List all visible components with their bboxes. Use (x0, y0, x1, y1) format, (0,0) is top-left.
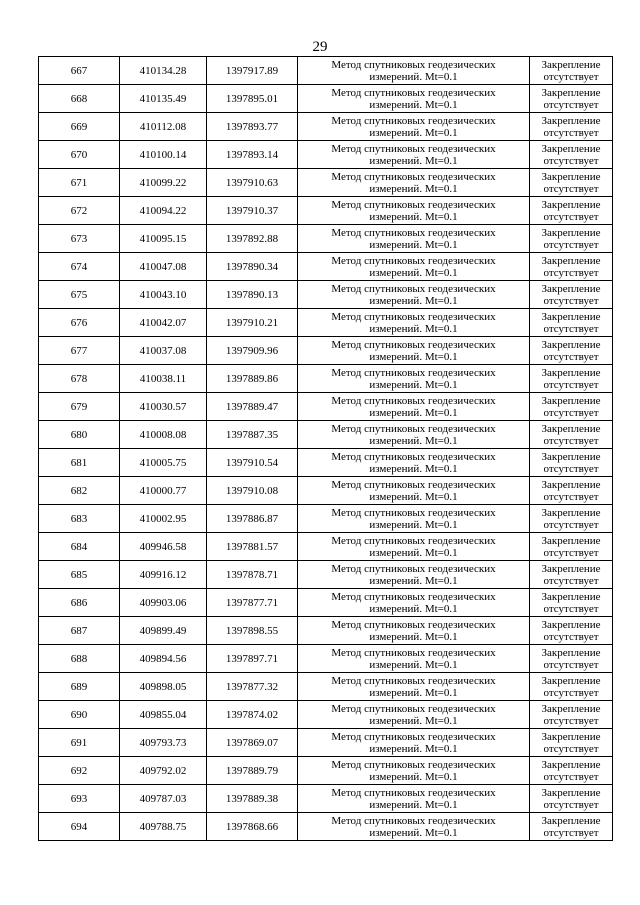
fixation-text: Закрепление (541, 646, 601, 659)
method-text: измерений. Mt=0.1 (369, 602, 458, 615)
fixation-cell (530, 617, 613, 645)
point-number-cell: 690 (39, 701, 120, 729)
fixation-text: отсутствует (543, 350, 599, 363)
fixation-text: Закрепление (541, 142, 601, 155)
y-coordinate-cell: 1397910.54 (207, 449, 298, 477)
method-text: измерений. Mt=0.1 (369, 462, 458, 475)
x-coordinate-cell: 410002.95 (120, 505, 207, 533)
fixation-cell (530, 365, 613, 393)
fixation-text: Закрепление (541, 170, 601, 183)
point-number-cell: 670 (39, 141, 120, 169)
fixation-cell (530, 253, 613, 281)
method-cell (298, 757, 530, 785)
method-text: измерений. Mt=0.1 (369, 266, 458, 279)
y-coordinate-cell: 1397877.32 (207, 673, 298, 701)
fixation-cell (530, 673, 613, 701)
method-cell (298, 617, 530, 645)
fixation-cell (530, 421, 613, 449)
fixation-cell (530, 85, 613, 113)
method-cell (298, 785, 530, 813)
method-text: Метод спутниковых геодезических (331, 814, 496, 827)
table-row (39, 141, 613, 169)
fixation-cell (530, 533, 613, 561)
method-text: Метод спутниковых геодезических (331, 534, 496, 547)
y-coordinate-cell: 1397868.66 (207, 813, 298, 841)
method-text: измерений. Mt=0.1 (369, 322, 458, 335)
method-text: Метод спутниковых геодезических (331, 282, 496, 295)
fixation-text: отсутствует (543, 658, 599, 671)
fixation-text: отсутствует (543, 798, 599, 811)
x-coordinate-cell: 409855.04 (120, 701, 207, 729)
fixation-cell (530, 57, 613, 85)
point-number-cell: 683 (39, 505, 120, 533)
fixation-text: отсутствует (543, 378, 599, 391)
fixation-cell (530, 449, 613, 477)
method-text: Метод спутниковых геодезических (331, 674, 496, 687)
fixation-text: Закрепление (541, 394, 601, 407)
x-coordinate-cell: 409898.05 (120, 673, 207, 701)
fixation-text: отсутствует (543, 742, 599, 755)
method-text: измерений. Mt=0.1 (369, 518, 458, 531)
method-text: Метод спутниковых геодезических (331, 394, 496, 407)
table-row (39, 701, 613, 729)
table-row (39, 85, 613, 113)
fixation-text: отсутствует (543, 126, 599, 139)
method-text: Метод спутниковых геодезических (331, 254, 496, 267)
x-coordinate-cell: 409788.75 (120, 813, 207, 841)
method-cell (298, 533, 530, 561)
method-text: измерений. Mt=0.1 (369, 154, 458, 167)
method-cell (298, 365, 530, 393)
table-row (39, 113, 613, 141)
fixation-cell (530, 337, 613, 365)
table-row (39, 449, 613, 477)
fixation-cell (530, 113, 613, 141)
method-text: Метод спутниковых геодезических (331, 590, 496, 603)
table-row (39, 225, 613, 253)
method-text: Метод спутниковых геодезических (331, 562, 496, 575)
x-coordinate-cell: 410134.28 (120, 57, 207, 85)
method-cell (298, 813, 530, 841)
table-row (39, 505, 613, 533)
x-coordinate-cell: 410100.14 (120, 141, 207, 169)
point-number-cell: 682 (39, 477, 120, 505)
fixation-text: Закрепление (541, 282, 601, 295)
point-number-cell: 669 (39, 113, 120, 141)
fixation-text: Закрепление (541, 758, 601, 771)
method-text: Метод спутниковых геодезических (331, 506, 496, 519)
fixation-text: Закрепление (541, 534, 601, 547)
method-text: Метод спутниковых геодезических (331, 114, 496, 127)
x-coordinate-cell: 410095.15 (120, 225, 207, 253)
fixation-text: отсутствует (543, 826, 599, 839)
table-row (39, 421, 613, 449)
method-cell (298, 57, 530, 85)
table-row (39, 253, 613, 281)
fixation-text: отсутствует (543, 182, 599, 195)
method-text: Метод спутниковых геодезических (331, 758, 496, 771)
fixation-text: отсутствует (543, 546, 599, 559)
table-row (39, 785, 613, 813)
fixation-cell (530, 281, 613, 309)
x-coordinate-cell: 409899.49 (120, 617, 207, 645)
y-coordinate-cell: 1397877.71 (207, 589, 298, 617)
point-number-cell: 678 (39, 365, 120, 393)
method-text: Метод спутниковых геодезических (331, 730, 496, 743)
fixation-text: Закрепление (541, 450, 601, 463)
y-coordinate-cell: 1397889.79 (207, 757, 298, 785)
fixation-text: Закрепление (541, 674, 601, 687)
y-coordinate-cell: 1397910.21 (207, 309, 298, 337)
fixation-cell (530, 813, 613, 841)
fixation-text: Закрепление (541, 198, 601, 211)
table-row (39, 393, 613, 421)
fixation-text: Закрепление (541, 254, 601, 267)
point-number-cell: 685 (39, 561, 120, 589)
point-number-cell: 671 (39, 169, 120, 197)
point-number-cell: 667 (39, 57, 120, 85)
method-text: измерений. Mt=0.1 (369, 714, 458, 727)
fixation-text: отсутствует (543, 574, 599, 587)
table-row (39, 337, 613, 365)
fixation-text: отсутствует (543, 70, 599, 83)
method-cell (298, 141, 530, 169)
fixation-text: Закрепление (541, 86, 601, 99)
table-row (39, 281, 613, 309)
y-coordinate-cell: 1397890.34 (207, 253, 298, 281)
fixation-text: отсутствует (543, 238, 599, 251)
fixation-text: отсутствует (543, 462, 599, 475)
y-coordinate-cell: 1397887.35 (207, 421, 298, 449)
fixation-text: отсутствует (543, 686, 599, 699)
point-number-cell: 689 (39, 673, 120, 701)
x-coordinate-cell: 410047.08 (120, 253, 207, 281)
y-coordinate-cell: 1397869.07 (207, 729, 298, 757)
method-cell (298, 701, 530, 729)
fixation-text: отсутствует (543, 490, 599, 503)
point-number-cell: 691 (39, 729, 120, 757)
point-number-cell: 674 (39, 253, 120, 281)
point-number-cell: 692 (39, 757, 120, 785)
y-coordinate-cell: 1397881.57 (207, 533, 298, 561)
method-text: измерений. Mt=0.1 (369, 742, 458, 755)
fixation-text: отсутствует (543, 294, 599, 307)
point-number-cell: 679 (39, 393, 120, 421)
method-text: измерений. Mt=0.1 (369, 798, 458, 811)
method-text: измерений. Mt=0.1 (369, 238, 458, 251)
fixation-text: Закрепление (541, 478, 601, 491)
fixation-cell (530, 561, 613, 589)
fixation-text: отсутствует (543, 602, 599, 615)
method-cell (298, 589, 530, 617)
x-coordinate-cell: 409916.12 (120, 561, 207, 589)
fixation-text: отсутствует (543, 714, 599, 727)
method-cell (298, 85, 530, 113)
table-row (39, 309, 613, 337)
method-cell (298, 393, 530, 421)
x-coordinate-cell: 409903.06 (120, 589, 207, 617)
coordinates-table-body (39, 57, 613, 841)
method-text: Метод спутниковых геодезических (331, 58, 496, 71)
method-text: Метод спутниковых геодезических (331, 422, 496, 435)
method-text: измерений. Mt=0.1 (369, 490, 458, 503)
method-text: измерений. Mt=0.1 (369, 630, 458, 643)
fixation-text: отсутствует (543, 770, 599, 783)
method-text: измерений. Mt=0.1 (369, 434, 458, 447)
method-cell (298, 561, 530, 589)
x-coordinate-cell: 410112.08 (120, 113, 207, 141)
y-coordinate-cell: 1397910.63 (207, 169, 298, 197)
point-number-cell: 680 (39, 421, 120, 449)
x-coordinate-cell: 409787.03 (120, 785, 207, 813)
method-text: измерений. Mt=0.1 (369, 70, 458, 83)
x-coordinate-cell: 410030.57 (120, 393, 207, 421)
point-number-cell: 672 (39, 197, 120, 225)
table-row (39, 561, 613, 589)
fixation-text: Закрепление (541, 114, 601, 127)
method-cell (298, 477, 530, 505)
table-row (39, 729, 613, 757)
method-cell (298, 225, 530, 253)
method-text: Метод спутниковых геодезических (331, 226, 496, 239)
fixation-text: отсутствует (543, 210, 599, 223)
x-coordinate-cell: 409792.02 (120, 757, 207, 785)
method-text: Метод спутниковых геодезических (331, 142, 496, 155)
fixation-cell (530, 757, 613, 785)
method-cell (298, 729, 530, 757)
point-number-cell: 693 (39, 785, 120, 813)
method-text: измерений. Mt=0.1 (369, 546, 458, 559)
y-coordinate-cell: 1397892.88 (207, 225, 298, 253)
method-text: Метод спутниковых геодезических (331, 366, 496, 379)
x-coordinate-cell: 410008.08 (120, 421, 207, 449)
method-cell (298, 505, 530, 533)
method-cell (298, 197, 530, 225)
fixation-cell (530, 141, 613, 169)
method-text: измерений. Mt=0.1 (369, 126, 458, 139)
point-number-cell: 681 (39, 449, 120, 477)
method-text: измерений. Mt=0.1 (369, 770, 458, 783)
method-text: Метод спутниковых геодезических (331, 310, 496, 323)
method-cell (298, 281, 530, 309)
method-text: измерений. Mt=0.1 (369, 826, 458, 839)
point-number-cell: 687 (39, 617, 120, 645)
table-row (39, 533, 613, 561)
method-cell (298, 113, 530, 141)
fixation-text: отсутствует (543, 630, 599, 643)
table-row (39, 617, 613, 645)
method-cell (298, 421, 530, 449)
fixation-text: Закрепление (541, 590, 601, 603)
table-row (39, 589, 613, 617)
table-row (39, 645, 613, 673)
y-coordinate-cell: 1397897.71 (207, 645, 298, 673)
method-cell (298, 309, 530, 337)
method-text: измерений. Mt=0.1 (369, 210, 458, 223)
method-cell (298, 673, 530, 701)
method-text: измерений. Mt=0.1 (369, 658, 458, 671)
method-text: Метод спутниковых геодезических (331, 338, 496, 351)
fixation-text: Закрепление (541, 338, 601, 351)
y-coordinate-cell: 1397878.71 (207, 561, 298, 589)
fixation-text: отсутствует (543, 434, 599, 447)
fixation-cell (530, 477, 613, 505)
method-cell (298, 253, 530, 281)
x-coordinate-cell: 409894.56 (120, 645, 207, 673)
method-text: измерений. Mt=0.1 (369, 294, 458, 307)
point-number-cell: 673 (39, 225, 120, 253)
x-coordinate-cell: 410094.22 (120, 197, 207, 225)
table-row (39, 57, 613, 85)
fixation-cell (530, 505, 613, 533)
x-coordinate-cell: 410043.10 (120, 281, 207, 309)
method-text: измерений. Mt=0.1 (369, 378, 458, 391)
point-number-cell: 686 (39, 589, 120, 617)
x-coordinate-cell: 409793.73 (120, 729, 207, 757)
point-number-cell: 677 (39, 337, 120, 365)
table-row (39, 673, 613, 701)
method-text: Метод спутниковых геодезических (331, 646, 496, 659)
table-row (39, 757, 613, 785)
table-row (39, 365, 613, 393)
point-number-cell: 684 (39, 533, 120, 561)
method-text: измерений. Mt=0.1 (369, 350, 458, 363)
fixation-text: Закрепление (541, 702, 601, 715)
fixation-text: отсутствует (543, 322, 599, 335)
fixation-cell (530, 309, 613, 337)
coordinates-table (38, 56, 613, 841)
table-row (39, 169, 613, 197)
y-coordinate-cell: 1397909.96 (207, 337, 298, 365)
method-cell (298, 645, 530, 673)
fixation-cell (530, 729, 613, 757)
fixation-cell (530, 197, 613, 225)
y-coordinate-cell: 1397893.77 (207, 113, 298, 141)
x-coordinate-cell: 410000.77 (120, 477, 207, 505)
fixation-text: Закрепление (541, 562, 601, 575)
fixation-cell (530, 169, 613, 197)
page-number: 29 (312, 39, 328, 55)
fixation-cell (530, 785, 613, 813)
method-text: Метод спутниковых геодезических (331, 702, 496, 715)
fixation-cell (530, 589, 613, 617)
fixation-text: отсутствует (543, 406, 599, 419)
method-text: измерений. Mt=0.1 (369, 574, 458, 587)
method-text: Метод спутниковых геодезических (331, 478, 496, 491)
fixation-cell (530, 393, 613, 421)
x-coordinate-cell: 409946.58 (120, 533, 207, 561)
method-text: измерений. Mt=0.1 (369, 98, 458, 111)
fixation-cell (530, 645, 613, 673)
method-text: Метод спутниковых геодезических (331, 198, 496, 211)
method-text: измерений. Mt=0.1 (369, 686, 458, 699)
y-coordinate-cell: 1397898.55 (207, 617, 298, 645)
fixation-text: Закрепление (541, 814, 601, 827)
point-number-cell: 668 (39, 85, 120, 113)
y-coordinate-cell: 1397886.87 (207, 505, 298, 533)
fixation-text: отсутствует (543, 266, 599, 279)
table-row (39, 197, 613, 225)
fixation-text: отсутствует (543, 98, 599, 111)
table-row (39, 813, 613, 841)
method-text: измерений. Mt=0.1 (369, 182, 458, 195)
table-row (39, 477, 613, 505)
y-coordinate-cell: 1397893.14 (207, 141, 298, 169)
y-coordinate-cell: 1397890.13 (207, 281, 298, 309)
fixation-text: Закрепление (541, 58, 601, 71)
method-cell (298, 337, 530, 365)
x-coordinate-cell: 410099.22 (120, 169, 207, 197)
fixation-cell (530, 701, 613, 729)
y-coordinate-cell: 1397910.08 (207, 477, 298, 505)
fixation-text: Закрепление (541, 422, 601, 435)
y-coordinate-cell: 1397895.01 (207, 85, 298, 113)
method-text: Метод спутниковых геодезических (331, 170, 496, 183)
method-text: Метод спутниковых геодезических (331, 86, 496, 99)
y-coordinate-cell: 1397910.37 (207, 197, 298, 225)
fixation-text: отсутствует (543, 518, 599, 531)
y-coordinate-cell: 1397889.86 (207, 365, 298, 393)
fixation-text: Закрепление (541, 618, 601, 631)
fixation-cell (530, 225, 613, 253)
fixation-text: Закрепление (541, 730, 601, 743)
point-number-cell: 694 (39, 813, 120, 841)
method-cell (298, 449, 530, 477)
x-coordinate-cell: 410037.08 (120, 337, 207, 365)
method-text: Метод спутниковых геодезических (331, 618, 496, 631)
fixation-text: Закрепление (541, 366, 601, 379)
x-coordinate-cell: 410005.75 (120, 449, 207, 477)
fixation-text: отсутствует (543, 154, 599, 167)
point-number-cell: 688 (39, 645, 120, 673)
y-coordinate-cell: 1397874.02 (207, 701, 298, 729)
fixation-text: Закрепление (541, 310, 601, 323)
method-text: Метод спутниковых геодезических (331, 786, 496, 799)
fixation-text: Закрепление (541, 226, 601, 239)
point-number-cell: 675 (39, 281, 120, 309)
fixation-text: Закрепление (541, 506, 601, 519)
method-text: Метод спутниковых геодезических (331, 450, 496, 463)
point-number-cell: 676 (39, 309, 120, 337)
method-cell (298, 169, 530, 197)
y-coordinate-cell: 1397917.89 (207, 57, 298, 85)
y-coordinate-cell: 1397889.38 (207, 785, 298, 813)
x-coordinate-cell: 410135.49 (120, 85, 207, 113)
method-text: измерений. Mt=0.1 (369, 406, 458, 419)
x-coordinate-cell: 410042.07 (120, 309, 207, 337)
x-coordinate-cell: 410038.11 (120, 365, 207, 393)
y-coordinate-cell: 1397889.47 (207, 393, 298, 421)
fixation-text: Закрепление (541, 786, 601, 799)
